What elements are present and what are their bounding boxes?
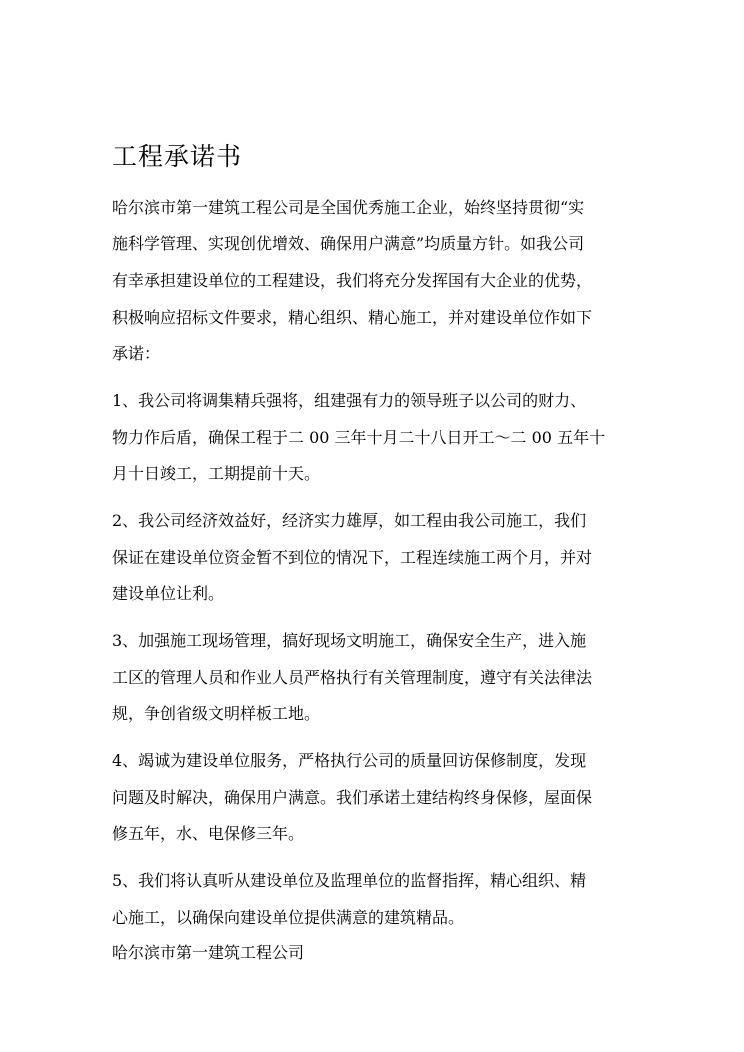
- paragraph-line: 承诺：: [112, 344, 161, 363]
- paragraph-line: 问题及时解决，确保用户满意。我们承诺土建结构终身保修，屋面保: [112, 788, 593, 807]
- paragraph-line: 月十日竣工，工期提前十天。: [112, 464, 321, 483]
- paragraph-line: 哈尔滨市第一建筑工程公司是全国优秀施工企业，始终坚持贯彻“实: [112, 198, 585, 217]
- paragraph-line: 1、我公司将调集精兵强将，组建强有力的领导班子以公司的财力、: [112, 391, 587, 410]
- paragraph-line: 物力作后盾，确保工程于二 00 三年十月二十八日开工～二 00 五年十: [112, 428, 606, 447]
- paragraph-line: 保证在建设单位资金暂不到位的情况下，工程连续施工两个月，并对: [112, 548, 593, 567]
- paragraph-line: 有幸承担建设单位的工程建设，我们将充分发挥国有大企业的优势，: [112, 271, 593, 290]
- paragraph-line: 2、我公司经济效益好，经济实力雄厚，如工程由我公司施工，我们: [112, 511, 587, 530]
- paragraph-line: 修五年，水、电保修三年。: [112, 824, 305, 843]
- paragraph-line: 3、加强施工现场管理，搞好现场文明施工，确保安全生产，进入施: [112, 631, 587, 650]
- company-signature-line: 哈尔滨市第一建筑工程公司: [112, 943, 305, 962]
- paragraph-line: 积极响应招标文件要求，精心组织、精心施工，并对建设单位作如下: [112, 308, 593, 327]
- paragraph-line: 施科学管理、实现创优增效、确保用户满意”均质量方针。如我公司: [112, 234, 585, 253]
- paragraph-line: 规，争创省级文明样板工地。: [112, 704, 321, 723]
- paragraph-line: 建设单位让利。: [112, 584, 225, 603]
- paragraph-line: 工区的管理人员和作业人员严格执行有关管理制度，遵守有关法律法: [112, 668, 593, 687]
- document-title: 工程承诺书: [112, 142, 243, 171]
- paragraph-line: 心施工，以确保向建设单位提供满意的建筑精品。: [112, 908, 465, 927]
- paragraph-line: 4、竭诚为建设单位服务，严格执行公司的质量回访保修制度，发现: [112, 751, 587, 770]
- paragraph-line: 5、我们将认真听从建设单位及监理单位的监督指挥，精心组织、精: [112, 871, 587, 890]
